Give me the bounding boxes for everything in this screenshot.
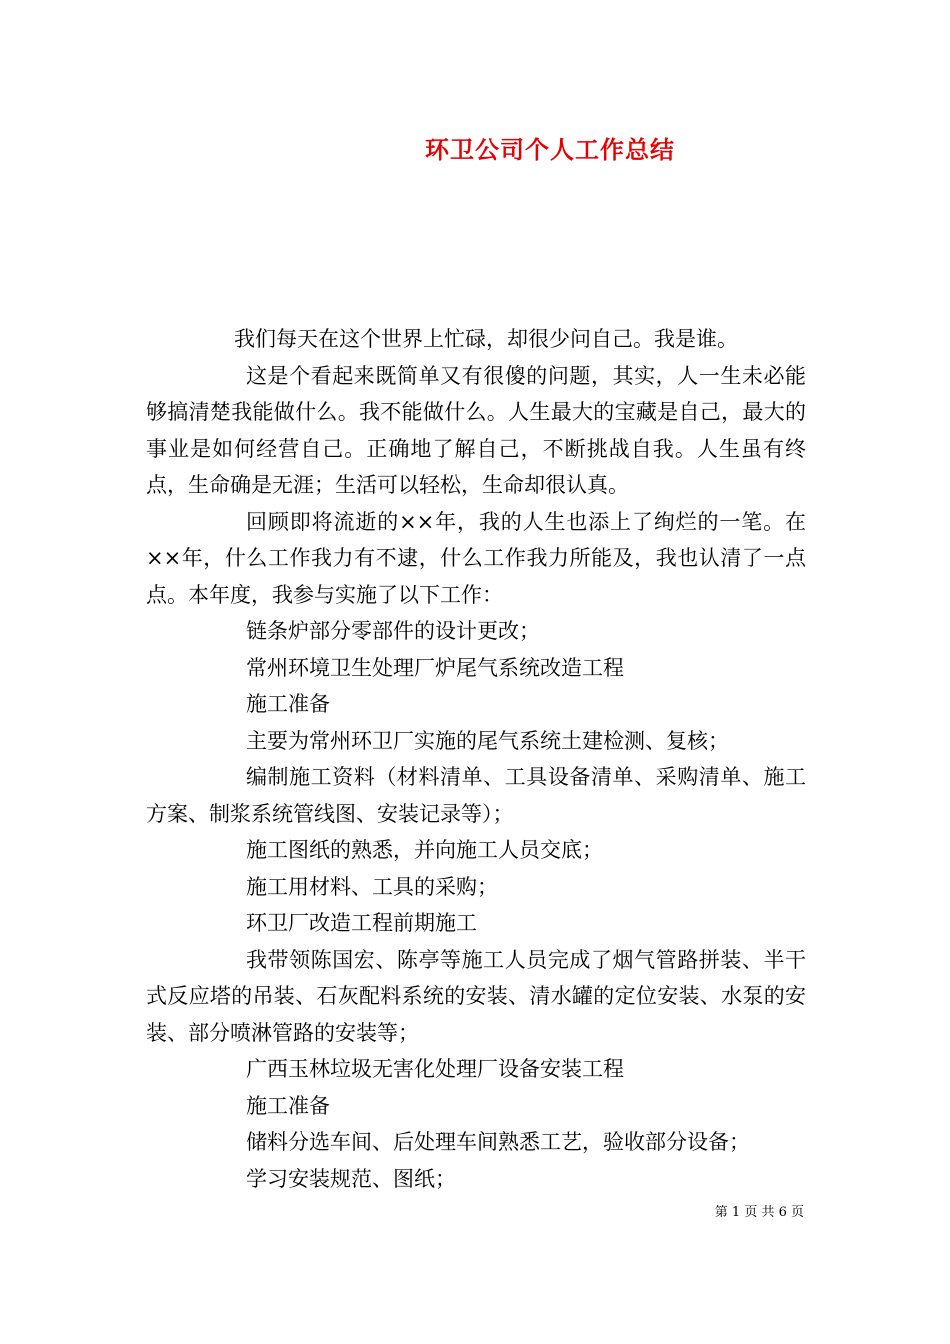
paragraph: 链条炉部分零部件的设计更改；	[246, 619, 540, 643]
paragraph: 常州环境卫生处理厂炉尾气系统改造工程	[246, 655, 624, 680]
paragraph: 这是个看起来既简单又有很傻的问题，其实，人一生未必能够搞清楚我能做什么。我不能做什么。人生最大的宝藏是自己，最大的事业是如何经营自己。正确地了解自己，不断挑战自我。人生虽有终点，生命确是无涯；生活可以轻松，生命却很认真。	[146, 363, 806, 497]
paragraph: 施工准备	[246, 692, 330, 716]
paragraph: 主要为常州环卫厂实施的尾气系统土建检测、复核；	[246, 728, 729, 753]
paragraph: 储料分选车间、后处理车间熟悉工艺，验收部分设备；	[246, 1130, 750, 1154]
paragraph: 我带领陈国宏、陈亭等施工人员完成了烟气管路拼装、半干式反应塔的吊装、石灰配料系统的安装、清水罐的定位安装、水泵的安装、部分喷淋管路的安装等；	[146, 947, 806, 1045]
paragraph: 我们每天在这个世界上忙碌，却很少问自己。我是谁。	[234, 327, 738, 351]
paragraph: 回顾即将流逝的××年，我的人生也添上了绚烂的一笔。在××年，什么工作我力有不逮，什么工作我力所能及，我也认清了一点点。本年度，我参与实施了以下工作：	[146, 509, 806, 607]
paragraph: 广西玉林垃圾无害化处理厂设备安装工程	[246, 1057, 624, 1081]
paragraph: 编制施工资料（材料清单、工具设备清单、采购清单、施工方案、制浆系统管线图、安装记录等）；	[146, 765, 806, 826]
document-body	[146, 321, 806, 1197]
document-title: 环卫公司个人工作总结	[425, 136, 675, 164]
paragraph: 施工图纸的熟悉，并向施工人员交底；	[246, 838, 603, 862]
paragraph: 学习安装规范、图纸；	[246, 1166, 456, 1191]
paragraph: 施工准备	[246, 1093, 330, 1118]
page-number: 第 1 页 共 6 页	[714, 1205, 804, 1220]
paragraph: 环卫厂改造工程前期施工	[246, 911, 477, 935]
paragraph: 施工用材料、工具的采购；	[246, 874, 498, 899]
